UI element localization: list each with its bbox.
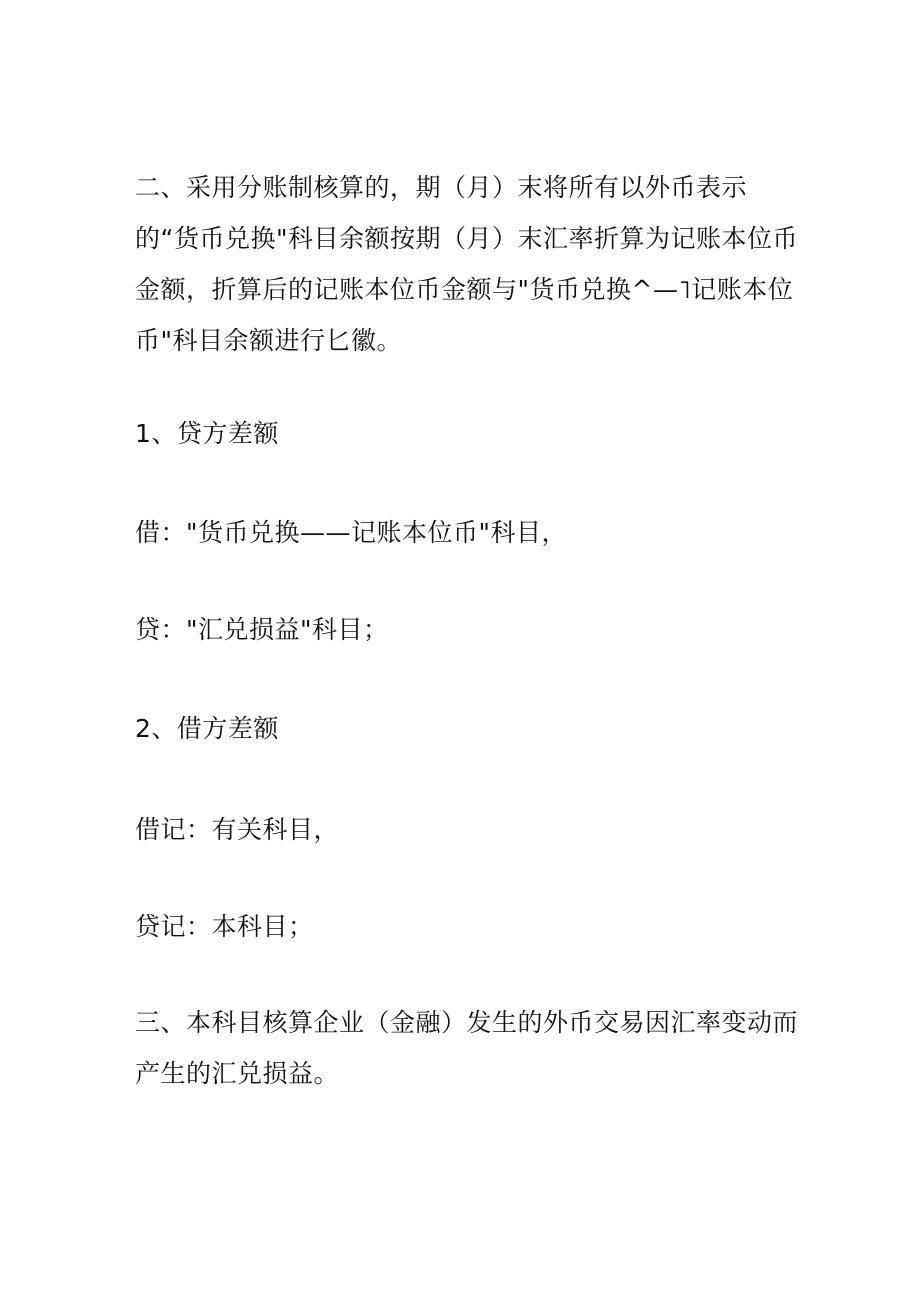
- entry-debit-related-account: 借记：有关科目，: [135, 815, 340, 844]
- paragraph-section-three: 三、本科目核算企业（金融）发生的外币交易因汇率变动而产生的汇兑损益。: [135, 1008, 799, 1088]
- entry-debit-currency-exchange: 借："货币兑换——记账本位币"科目，: [135, 518, 567, 547]
- heading-debit-balance: 2、借方差额: [135, 714, 279, 743]
- paragraph-section-two: 二、采用分账制核算的，期（月）末将所有以外币表示的“货币兑换"科目余额按期（月）末汇率折算为记账本位币金额，折算后的记账本位币金额与"货币兑换^—˥记账本位币"科目余额进行匕徽。: [135, 173, 798, 355]
- entry-credit-this-account: 贷记：本科目；: [135, 912, 314, 941]
- entry-credit-exchange-gain-loss: 贷："汇兑损益"科目；: [135, 615, 389, 644]
- heading-credit-balance: 1、贷方差额: [135, 419, 279, 448]
